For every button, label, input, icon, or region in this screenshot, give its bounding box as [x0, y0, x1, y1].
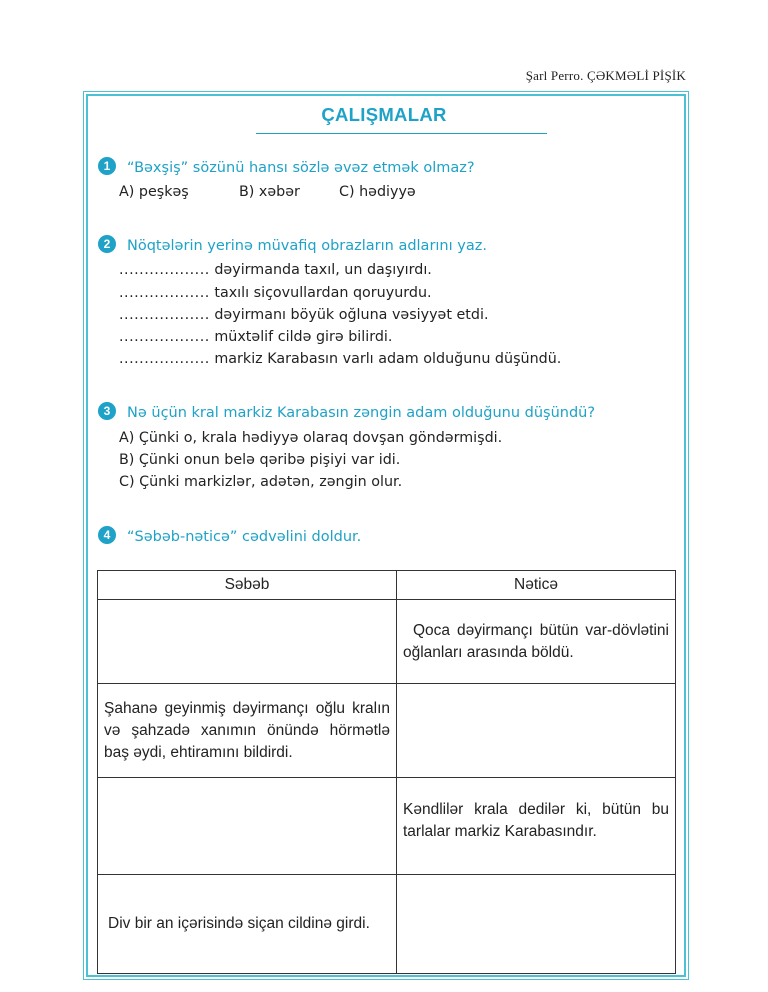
exercise-3-question: Nə üçün kral markiz Karabasın zəngin adam olduğunu düşündü? [127, 405, 596, 421]
blank-dots: .................. [119, 351, 210, 367]
line-text: dəyirmanı böyük oğluna vəsiyyət etdi. [214, 307, 489, 323]
exercise-2-line-1 [119, 262, 432, 278]
exercise-4-question: “Səbəb-nəticə” cədvəlini doldur. [127, 529, 362, 545]
cause-cell-3[interactable] [98, 778, 397, 875]
exercise-2-question: Nöqtələrin yerinə müvafiq obrazların adlarını yaz. [127, 238, 487, 254]
line-text: markiz Karabasın varlı adam olduğunu düşündü. [214, 351, 562, 367]
running-head: Şarl Perro. ÇƏKMƏLİ PİŞİK [525, 68, 686, 83]
exercise-3-badge: 3 [98, 402, 116, 420]
exercise-4-badge: 4 [98, 526, 116, 544]
table-row [98, 684, 676, 778]
exercise-2-line-4 [119, 329, 392, 345]
exercise-1-option-b: B) xəbər [239, 184, 300, 200]
effect-cell-4[interactable] [397, 875, 676, 974]
table-header-row [98, 571, 676, 600]
table-row [98, 600, 676, 684]
cause-cell-1[interactable] [98, 600, 397, 684]
cause-effect-table [97, 570, 676, 974]
exercise-1-question: “Bəxşiş” sözünü hansı sözlə əvəz etmək olmaz? [127, 160, 475, 176]
exercise-1-options [119, 184, 416, 200]
line-text: taxılı siçovullardan qoruyurdu. [214, 285, 432, 301]
cause-cell-2: Şahanə geyinmiş dəyirmançı oğlu kralın və şahzadə xanımın önündə hörmətlə baş əydi, ehtiramını bildirdi. [98, 684, 397, 778]
effect-cell-1: Qoca dəyirmançı bütün var-dövlətini oğlanları arasında böldü. [397, 600, 676, 684]
table-row [98, 778, 676, 875]
exercise-1-badge: 1 [98, 157, 116, 175]
exercise-1-option-a: A) peşkəş [119, 184, 189, 200]
blank-dots: .................. [119, 262, 210, 278]
exercise-2-line-3 [119, 307, 489, 323]
header-cause: Səbəb [98, 571, 397, 600]
page-title: ÇALIŞMALAR [321, 104, 447, 125]
exercise-2-line-2 [119, 285, 432, 301]
blank-dots: .................. [119, 285, 210, 301]
line-text: müxtəlif cildə girə bilirdi. [214, 329, 393, 345]
line-text: dəyirmanda taxıl, un daşıyırdı. [214, 262, 432, 278]
exercise-3-option-c: C) Çünki markizlər, adətən, zəngin olur. [119, 474, 403, 490]
table-row [98, 875, 676, 974]
header-effect: Nəticə [397, 571, 676, 600]
effect-cell-2[interactable] [397, 684, 676, 778]
exercise-1-option-c: C) hədiyyə [339, 184, 416, 200]
cause-cell-4: Div bir an içərisində siçan cildinə girdi. [98, 875, 397, 974]
exercise-2-line-5 [119, 351, 561, 367]
blank-dots: .................. [119, 329, 210, 345]
exercise-3-option-a: A) Çünki o, krala hədiyyə olaraq dovşan göndərmişdi. [119, 430, 503, 446]
effect-cell-3: Kəndlilər krala dedilər ki, bütün bu tarlalar markiz Karabasındır. [397, 778, 676, 875]
exercise-2-badge: 2 [98, 235, 116, 253]
blank-dots: .................. [119, 307, 210, 323]
exercise-3-option-b: B) Çünki onun belə qəribə pişiyi var idi. [119, 452, 401, 468]
title-underline [256, 133, 547, 134]
